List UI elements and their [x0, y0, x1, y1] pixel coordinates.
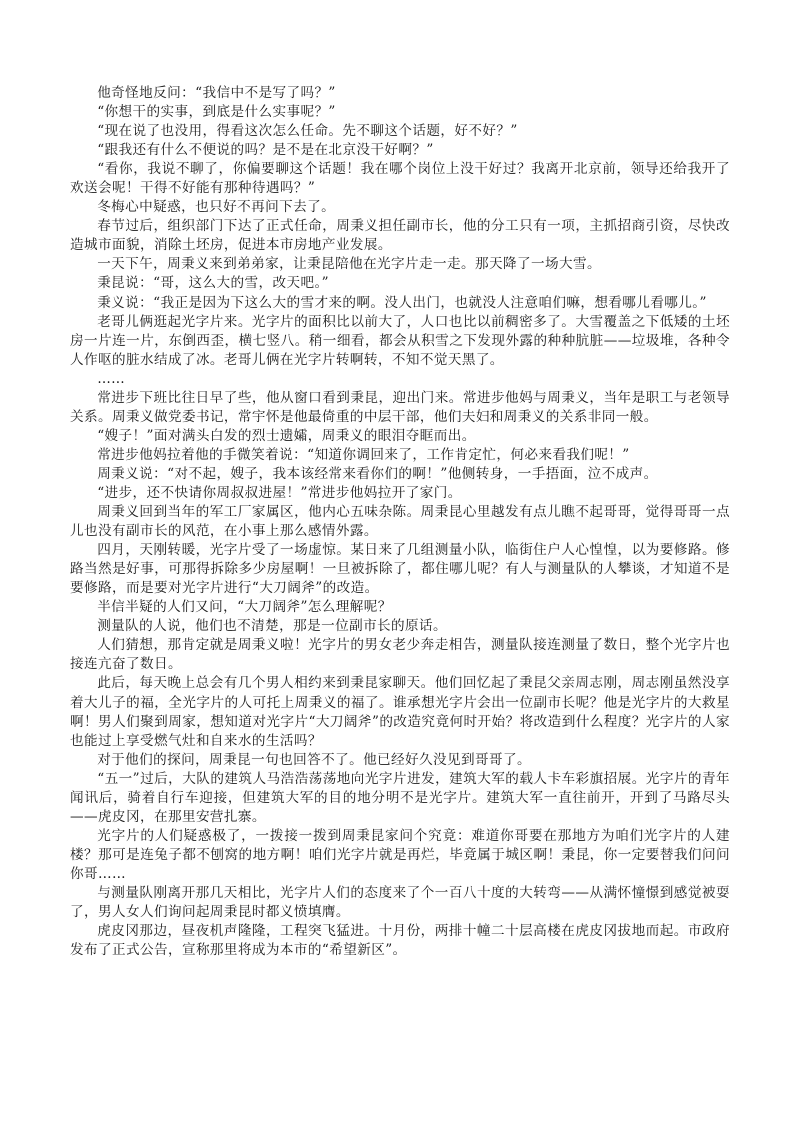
paragraph: “进步，还不快请你周叔叔进屋！”常进步他妈拉开了家门。 — [97, 484, 462, 501]
paragraph: 一天下午，周秉义来到弟弟家，让秉昆陪他在光字片走一走。那天降了一场大雪。 — [97, 256, 601, 273]
paragraph: 测量队的人说，他们也不清楚，那是一位副市长的原话。 — [97, 618, 448, 635]
paragraph: 老哥儿俩逛起光字片来。光字片的面积比以前大了，人口也比以前稠密多了。大雪覆盖之下低矮的土坯房一片连一片，东倒西歪，横七竖八。稍一细看，都会从积雪之下发现外露的种种肮脏——垃圾堆，各种令人作呕的脏水结成了冰。老哥儿俩在光字片转啊转，不知不觉天黑了。 — [70, 313, 730, 368]
section-ellipsis: …… — [97, 370, 126, 387]
paragraph: 人们猜想，那肯定就是周秉义啦！光字片的男女老少奔走相告，测量队接连测量了数日，整个光字片也接连亢奋了数日。 — [70, 637, 730, 673]
paragraph: “你想干的实事，到底是什么实事呢？” — [97, 104, 336, 121]
paragraph: 春节过后，组织部门下达了正式任命，周秉义担任副市长，他的分工只有一项，主抓招商引资，尽快改造城市面貌，消除土坯房，促进本市房地产业发展。 — [70, 218, 730, 254]
paragraph: 常进步下班比往日早了些，他从窗口看到秉昆，迎出门来。常进步他妈与周秉义，当年是职工与老领导关系。周秉义做党委书记，常宇怀是他最倚重的中层干部，他们夫妇和周秉义的关系非同一般。 — [70, 389, 730, 425]
paragraph: “看你，我说不聊了，你偏要聊这个话题！我在哪个岗位上没干好过？我离开北京前，领导还给我开了欢送会呢！干得不好能有那种待遇吗？” — [70, 161, 730, 197]
paragraph: 他奇怪地反问：“我信中不是写了吗？” — [97, 85, 336, 101]
paragraph: 四月，天刚转暖，光字片受了一场虚惊。某日来了几组测量小队，临街住户人心惶惶，以为要修路。修路当然是好事，可那得拆除多少房屋啊！一旦被拆除了，都住哪儿呢？有人与测量队的人攀谈，才知道不是要修路，而是要对光字片进行“大刀阔斧”的改造。 — [70, 542, 730, 597]
paragraph: 周秉义说：“对不起，嫂子，我本该经常来看你们的啊！”他侧转身，一手捂面，泣不成声。 — [97, 465, 658, 482]
paragraph: “现在说了也没用，得看这次怎么任命。先不聊这个话题，好不好？” — [97, 123, 518, 140]
paragraph: 周秉义回到当年的军工厂家属区，他内心五味杂陈。周秉昆心里越发有点儿瞧不起哥哥，觉得哥哥一点儿也没有副市长的风范，在小事上那么感情外露。 — [70, 504, 730, 540]
document-body — [70, 84, 730, 960]
paragraph: 虎皮冈那边，昼夜机声隆隆，工程突飞猛进。十月份，两排十幢二十层高楼在虎皮冈拔地而起。市政府发布了正式公告，宣称那里将成为本市的“希望新区”。 — [70, 923, 730, 959]
paragraph: 此后，每天晚上总会有几个男人相约来到秉昆家聊天。他们回忆起了秉昆父亲周志刚，周志刚虽然没享着大儿子的福，全光字片的人可托上周秉义的福了。谁承想光字片会出一位副市长呢？他是光字片的大救星啊！男人们聚到周家，想知道对光字片“大刀阔斧”的改造究竟何时开始？将改造到什么程度？光字片的人家也能过上享受燃气灶和自来水的生活吗？ — [70, 675, 730, 749]
paragraph: 常进步他妈拉着他的手微笑着说：“知道你调回来了，工作肯定忙，何必来看我们呢！” — [97, 446, 630, 463]
paragraph: “五一”过后，大队的建筑人马浩浩荡荡地向光字片进发，建筑大军的载人卡车彩旗招展。光字片的青年闻讯后，骑着自行车迎接，但建筑大军的目的地分明不是光字片。建筑大军一直往前开，开到了马路尽头——虎皮冈，在那里安营扎寨。 — [70, 770, 730, 825]
paragraph: 光字片的人们疑惑极了，一拨接一拨到周秉昆家问个究竟：难道你哥要在那地方为咱们光字片的人建楼？那可是连兔子都不刨窝的地方啊！咱们光字片就是再烂，毕竟属于城区啊！秉昆，你一定要替我们问问你哥…… — [70, 827, 730, 882]
paragraph: 半信半疑的人们又问，“大刀阔斧”怎么理解呢？ — [97, 599, 392, 616]
paragraph: 秉昆说：“哥，这么大的雪，改天吧。” — [97, 275, 329, 292]
paragraph: 冬梅心中疑惑，也只好不再问下去了。 — [97, 199, 336, 216]
paragraph: 秉义说：“我正是因为下这么大的雪才来的啊。没人出门，也就没人注意咱们嘛，想看哪儿看哪儿。” — [97, 294, 707, 311]
paragraph: “嫂子！”面对满头白发的烈士遗孀，周秉义的眼泪夺眶而出。 — [97, 427, 476, 444]
paragraph: 对于他们的探问，周秉昆一句也回答不了。他已经好久没见到哥哥了。 — [97, 751, 531, 768]
paragraph: 与测量队刚离开那几天相比，光字片人们的态度来了个一百八十度的大转弯——从满怀憧憬到感觉被耍了，男人女人们询问起周秉昆时都义愤填膺。 — [70, 884, 730, 921]
paragraph: “跟我还有什么不便说的吗？是不是在北京没干好啊？” — [97, 142, 434, 159]
